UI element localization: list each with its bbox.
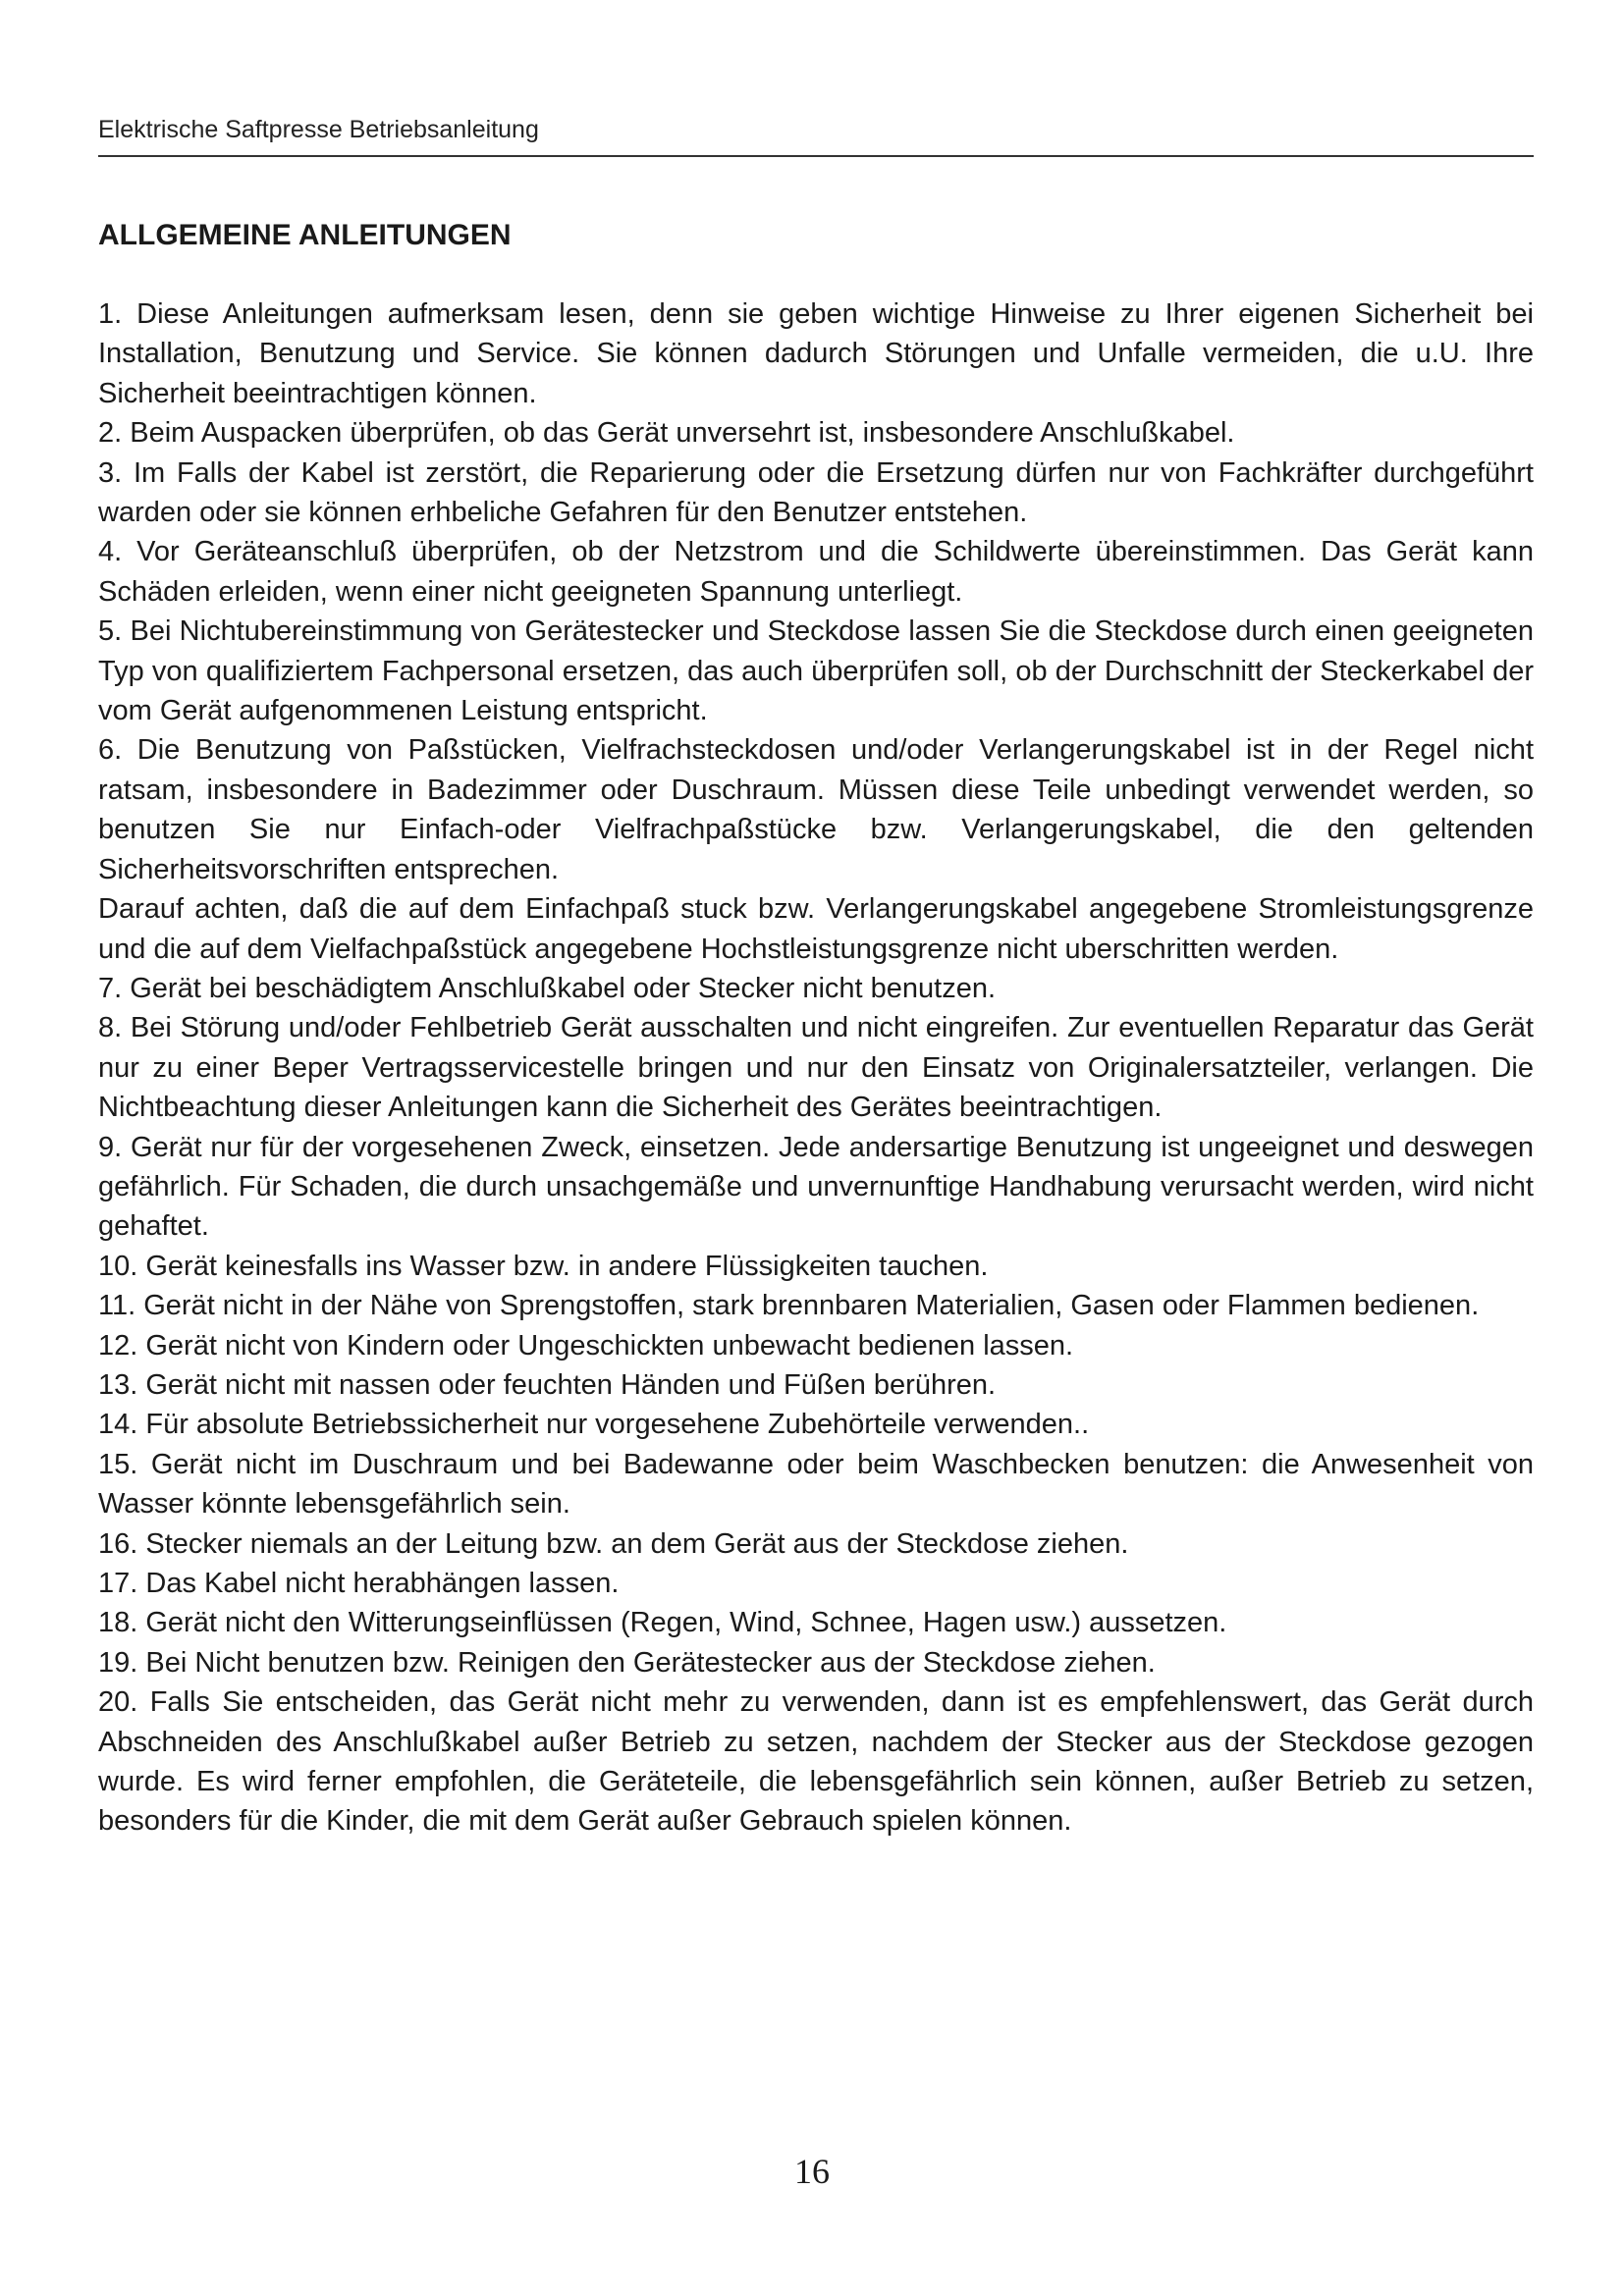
instruction-paragraph: 20. Falls Sie entscheiden, das Gerät nicht mehr zu verwenden, dann ist es empfehlenswert, das Gerät durch Abschneiden des Anschlußkabel außer Betrieb zu setzen, nachdem der Stecker aus der Steckdose gezogen wurde. Es wird ferner empfohlen, die Geräteteile, die lebensgefährlich sein können, außer Betrieb zu setzen, besonders für die Kinder, die mit dem Gerät außer Gebrauch spielen können. bbox=[98, 1686, 1534, 1838]
instruction-paragraph: 6. Die Benutzung von Paßstücken, Vielfrachsteckdosen und/oder Verlangerungskabel ist in der Regel nicht ratsam, insbesondere in Badezimmer oder Duschraum. Müssen diese Teile unbedingt verwendet werden, so benutzen Sie nur Einfach-oder Vielfrachpaßstücke bzw. Verlangerungskabel, die den geltenden Sicherheitsvorschriften entsprechen. bbox=[98, 734, 1534, 885]
instruction-paragraph: 14. Für absolute Betriebssicherheit nur vorgesehene Zubehörteile verwenden.. bbox=[98, 1409, 1090, 1441]
page-number: 16 bbox=[794, 2152, 830, 2191]
instruction-paragraph: 3. Im Falls der Kabel ist zerstört, die Reparierung oder die Ersetzung dürfen nur von Fachkräfter durchgeführt warden oder sie können erhbeliche Gefahren für den Benutzer entstehen. bbox=[98, 456, 1534, 529]
instruction-paragraph: 19. Bei Nicht benutzen bzw. Reinigen den Gerätestecker aus der Steckdose ziehen. bbox=[98, 1646, 1156, 1679]
section-title: ALLGEMEINE ANLEITUNGEN bbox=[98, 219, 512, 251]
instruction-paragraph: 16. Stecker niemals an der Leitung bzw. an dem Gerät aus der Steckdose ziehen. bbox=[98, 1527, 1129, 1560]
instruction-paragraph: 9. Gerät nur für der vorgesehenen Zweck, einsetzen. Jede andersartige Benutzung ist ungeeignet und deswegen gefährlich. Für Schaden, die durch unsachgemäße und unvernunftige Handhabung verursacht werden, wird nicht gehaftet. bbox=[98, 1131, 1534, 1243]
instruction-paragraph: 5. Bei Nichtubereinstimmung von Gerätestecker und Steckdose lassen Sie die Steckdose durch einen geeigneten Typ von qualifiziertem Fachpersonal ersetzen, das auch überprüfen soll, ob der Durchschnitt der Steckerkabel der vom Gerät aufgenommenen Leistung entspricht. bbox=[98, 615, 1534, 727]
instruction-paragraph: 2. Beim Auspacken überprüfen, ob das Gerät unversehrt ist, insbesondere Anschlußkabel. bbox=[98, 417, 1235, 450]
instructions-body bbox=[98, 294, 1534, 1842]
header-divider bbox=[98, 155, 1534, 157]
instruction-paragraph: 7. Gerät bei beschädigtem Anschlußkabel oder Stecker nicht benutzen. bbox=[98, 972, 997, 1004]
instruction-paragraph: 11. Gerät nicht in der Nähe von Sprengstoffen, stark brennbaren Materialien, Gasen oder Flammen bedienen. bbox=[98, 1290, 1480, 1322]
instruction-paragraph: 18. Gerät nicht den Witterungseinflüssen (Regen, Wind, Schnee, Hagen usw.) aussetzen. bbox=[98, 1607, 1227, 1639]
instruction-paragraph: 15. Gerät nicht im Duschraum und bei Badewanne oder beim Waschbecken benutzen: die Anwesenheit von Wasser könnte lebensgefährlich sein. bbox=[98, 1448, 1534, 1521]
instruction-paragraph: 10. Gerät keinesfalls ins Wasser bzw. in andere Flüssigkeiten tauchen. bbox=[98, 1250, 989, 1282]
instruction-paragraph: Darauf achten, daß die auf dem Einfachpaß stuck bzw. Verlangerungskabel angegebene Stromleistungsgrenze und die auf dem Vielfachpaßstück angegebene Hochstleistungsgrenze nicht uberschritten werden. bbox=[98, 893, 1534, 965]
instruction-paragraph: 13. Gerät nicht mit nassen oder feuchten Händen und Füßen berühren. bbox=[98, 1368, 997, 1401]
instruction-paragraph: 12. Gerät nicht von Kindern oder Ungeschickten unbewacht bedienen lassen. bbox=[98, 1329, 1074, 1362]
instruction-paragraph: 17. Das Kabel nicht herabhängen lassen. bbox=[98, 1568, 620, 1599]
running-header: Elektrische Saftpresse Betriebsanleitung bbox=[98, 116, 539, 143]
instruction-paragraph: 1. Diese Anleitungen aufmerksam lesen, denn sie geben wichtige Hinweise zu Ihrer eigenen Sicherheit bei Installation, Benutzung und Service. Sie können dadurch Störungen und Unfalle vermeiden, die u.U. Ihre Sicherheit beeintrachtigen können. bbox=[98, 298, 1534, 409]
instruction-paragraph: 8. Bei Störung und/oder Fehlbetrieb Gerät ausschalten und nicht eingreifen. Zur eventuellen Reparatur das Gerät nur zu einer Beper Vertragsservicestelle bringen und nur den Einsatz von Originalersatzteiler, verlangen. Die Nichtbeachtung dieser Anleitungen kann die Sicherheit des Gerätes beeintrachtigen. bbox=[98, 1012, 1534, 1124]
instruction-paragraph: 4. Vor Geräteanschluß überprüfen, ob der Netzstrom und die Schildwerte übereinstimmen. Das Gerät kann Schäden erleiden, wenn einer nicht geeigneten Spannung unterliegt. bbox=[98, 536, 1534, 608]
